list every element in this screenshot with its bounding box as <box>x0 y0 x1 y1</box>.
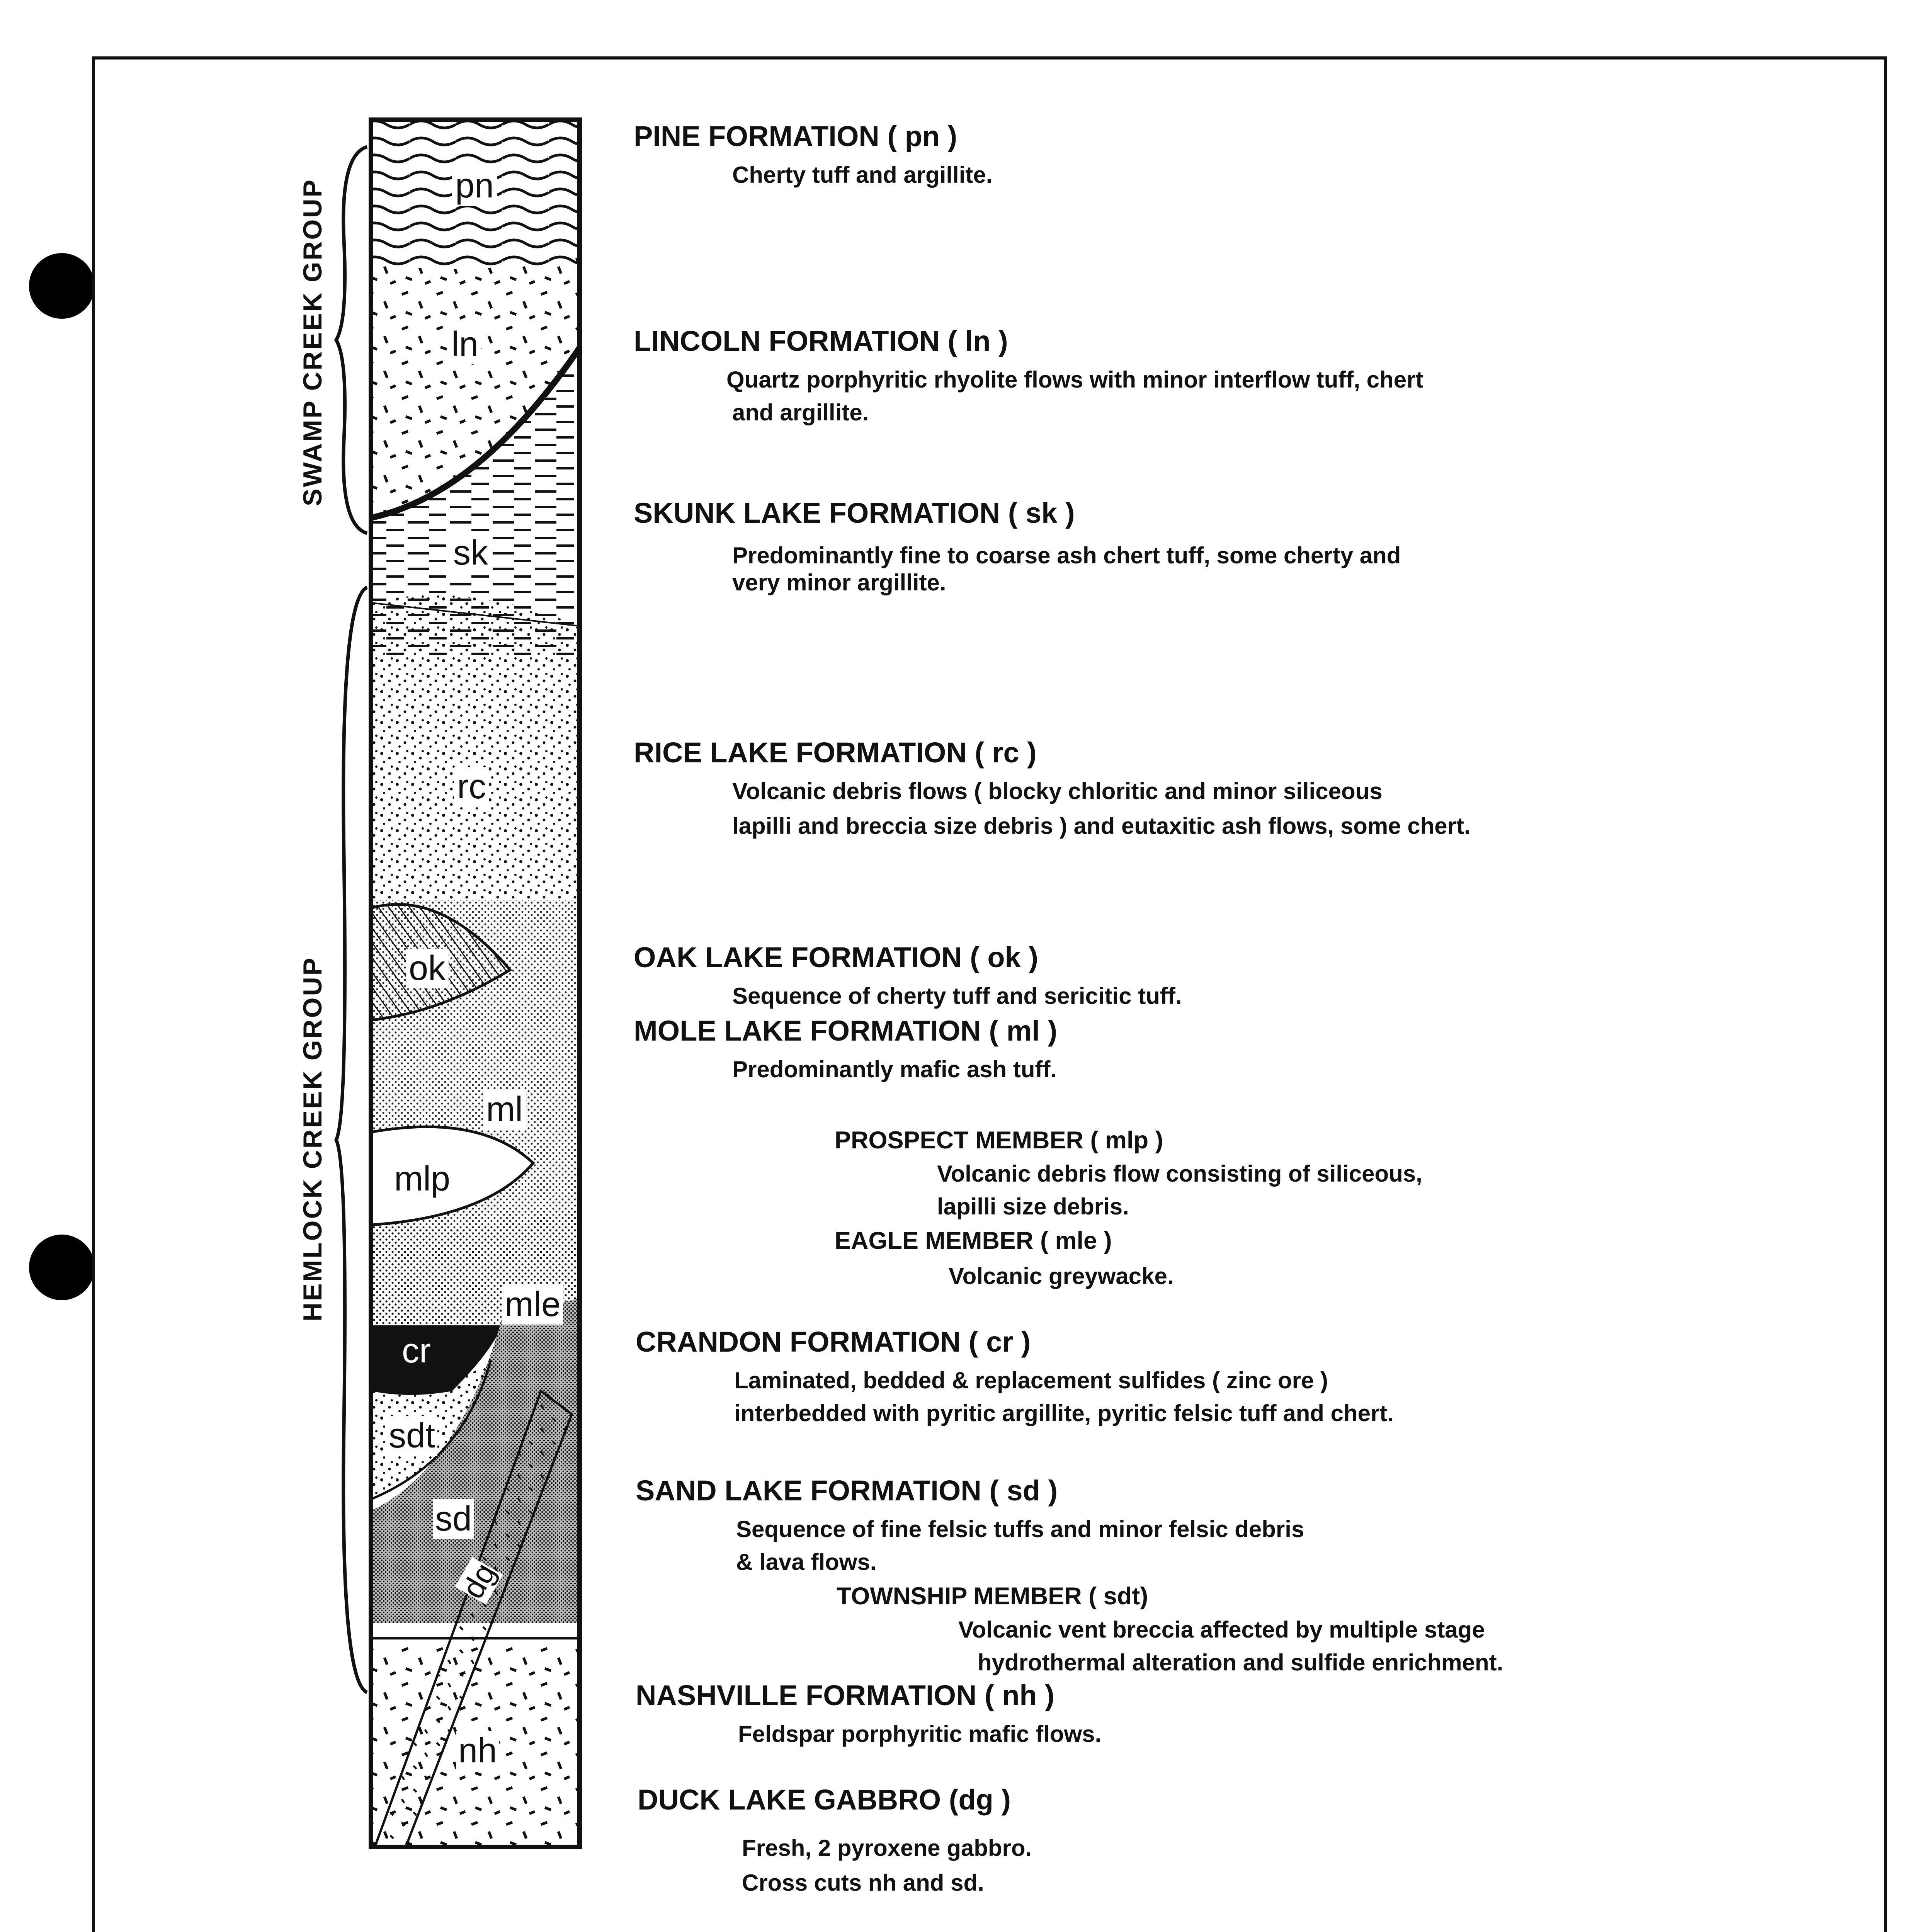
formation-desc-ml: Predominantly mafic ash tuff. <box>732 1056 1057 1082</box>
formation-desc-pn: Cherty tuff and argillite. <box>732 162 993 188</box>
formation-title-rc: RICE LAKE FORMATION ( rc ) <box>634 736 1037 769</box>
formation-title-ml: MOLE LAKE FORMATION ( ml ) <box>634 1015 1058 1047</box>
formation-title-sd: SAND LAKE FORMATION ( sd ) <box>636 1475 1058 1507</box>
column-label-sd: sd <box>433 1499 474 1539</box>
formation-title-ok: OAK LAKE FORMATION ( ok ) <box>634 941 1038 973</box>
formation-desc-ln-1: Quartz porphyritic rhyolite flows with minor interflow tuff, chert <box>726 367 1423 393</box>
formation-desc-dg-1: Fresh, 2 pyroxene gabbro. <box>742 1835 1032 1861</box>
formation-desc-ln-2: and argillite. <box>732 400 869 425</box>
hemlock-creek-brace <box>332 583 379 1696</box>
column-label-cr: cr <box>402 1332 431 1370</box>
member-desc-sdt-2: hydrothermal alteration and sulfide enrichment. <box>978 1650 1503 1675</box>
member-title-sdt: TOWNSHIP MEMBER ( sdt) <box>837 1583 1148 1610</box>
formation-desc-sk-2: very minor argillite. <box>732 570 946 595</box>
formation-desc-sd-2: & lava flows. <box>736 1549 877 1575</box>
formation-desc-cr-2: interbedded with pyritic argillite, pyritic felsic tuff and chert. <box>734 1400 1394 1426</box>
column-label-ln: ln <box>448 325 481 364</box>
formation-title-nh: NASHVILLE FORMATION ( nh ) <box>636 1679 1054 1711</box>
member-title-mlp: PROSPECT MEMBER ( mlp ) <box>835 1127 1163 1154</box>
stratigraphic-column <box>363 116 587 1862</box>
formation-desc-dg-2: Cross cuts nh and sd. <box>742 1870 984 1896</box>
formation-desc-sk-1: Predominantly fine to coarse ash chert tuff, some cherty and <box>732 543 1401 568</box>
swamp-creek-group-label: SWAMP CREEK GROUP <box>298 178 327 506</box>
formation-desc-sd-1: Sequence of fine felsic tuffs and minor felsic debris <box>736 1516 1304 1542</box>
column-label-ml: ml <box>483 1090 526 1129</box>
formation-title-ln: LINCOLN FORMATION ( ln ) <box>634 325 1008 357</box>
formation-desc-nh: Feldspar porphyritic mafic flows. <box>738 1721 1102 1747</box>
formation-desc-cr-1: Laminated, bedded & replacement sulfides ( zinc ore ) <box>734 1367 1328 1393</box>
column-label-mlp: mlp <box>394 1160 451 1198</box>
column-label-sdt: sdt <box>386 1416 437 1456</box>
member-desc-mle: Volcanic greywacke. <box>949 1263 1174 1289</box>
formation-title-sk: SKUNK LAKE FORMATION ( sk ) <box>634 497 1075 529</box>
column-label-ok: ok <box>406 949 449 988</box>
binder-hole-middle <box>29 1235 95 1300</box>
column-label-sk: sk <box>450 533 491 573</box>
formation-title-cr: CRANDON FORMATION ( cr ) <box>636 1326 1031 1358</box>
column-label-rc: rc <box>454 767 489 807</box>
column-label-nh: nh <box>456 1731 499 1771</box>
formation-desc-ok: Sequence of cherty tuff and sericitic tuff. <box>732 983 1182 1009</box>
member-desc-mlp-1: Volcanic debris flow consisting of siliceous, <box>937 1161 1422 1187</box>
swamp-creek-brace <box>332 143 379 537</box>
formation-desc-rc-2: lapilli and breccia size debris ) and eutaxitic ash flows, some chert. <box>732 813 1471 839</box>
hemlock-creek-group-label: HEMLOCK CREEK GROUP <box>298 956 327 1321</box>
formation-desc-rc-1: Volcanic debris flows ( blocky chloritic and minor siliceous <box>732 778 1383 804</box>
formation-title-dg: DUCK LAKE GABBRO (dg ) <box>638 1784 1011 1816</box>
column-label-pn: pn <box>452 166 497 206</box>
column-label-mle: mle <box>502 1285 563 1325</box>
member-desc-sdt-1: Volcanic vent breccia affected by multiple stage <box>958 1617 1485 1643</box>
binder-hole-top <box>29 253 95 319</box>
unit-rc <box>371 595 580 900</box>
column-label-dg: dg <box>455 1557 502 1604</box>
member-desc-mlp-2: lapilli size debris. <box>937 1194 1129 1219</box>
member-title-mle: EAGLE MEMBER ( mle ) <box>835 1227 1112 1254</box>
formation-title-pn: PINE FORMATION ( pn ) <box>634 120 957 152</box>
